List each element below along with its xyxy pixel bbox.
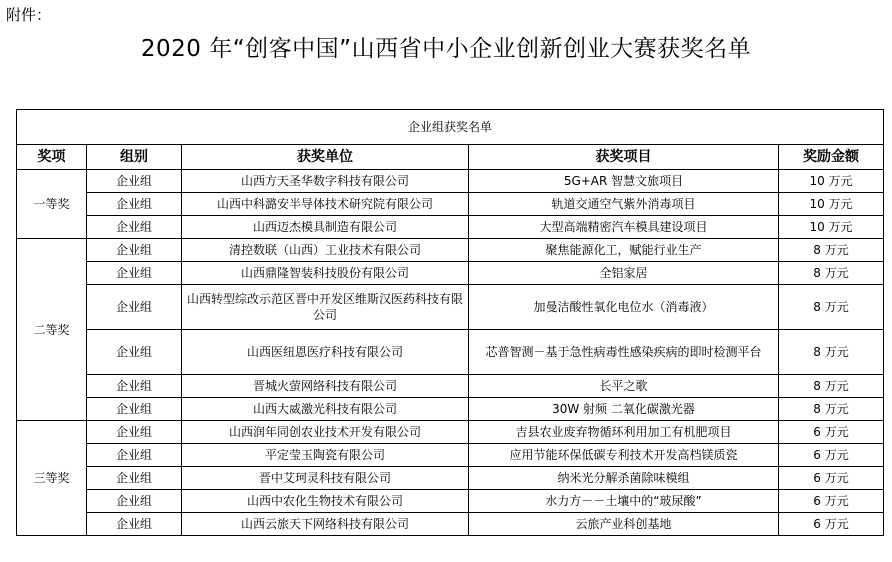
- group-cell: 企业组: [87, 216, 182, 239]
- awards-table: [16, 109, 884, 536]
- company-cell: 山西迈杰模具制造有限公司: [182, 216, 469, 239]
- amount-cell: 6 万元: [779, 490, 884, 513]
- company-cell: 山西润年同创农业技术开发有限公司: [182, 421, 469, 444]
- project-cell: 芯普智测－基于急性病毒性感染疾病的即时检测平台: [469, 330, 779, 375]
- project-cell: 聚焦能源化工，赋能行业生产: [469, 239, 779, 262]
- company-cell: 山西医纽恩医疗科技有限公司: [182, 330, 469, 375]
- company-cell: 晋城火萤网络科技有限公司: [182, 375, 469, 398]
- amount-cell: 8 万元: [779, 239, 884, 262]
- header-award: 奖项: [17, 145, 87, 170]
- company-cell: 山西中农化生物技术有限公司: [182, 490, 469, 513]
- project-cell: 吉县农业废弃物循环利用加工有机肥项目: [469, 421, 779, 444]
- group-cell: 企业组: [87, 467, 182, 490]
- group-cell: 企业组: [87, 285, 182, 330]
- table-row: [17, 239, 884, 262]
- amount-cell: 8 万元: [779, 262, 884, 285]
- project-cell: 应用节能环保低碳专利技术开发高档镁质瓷: [469, 444, 779, 467]
- company-cell: 平定莹玉陶瓷有限公司: [182, 444, 469, 467]
- group-cell: 企业组: [87, 239, 182, 262]
- table-row: [17, 330, 884, 375]
- company-cell: 山西转型综改示范区晋中开发区维斯汉医药科技有限公司: [182, 285, 469, 330]
- amount-cell: 8 万元: [779, 398, 884, 421]
- group-cell: 企业组: [87, 375, 182, 398]
- project-cell: 长平之歌: [469, 375, 779, 398]
- amount-cell: 8 万元: [779, 375, 884, 398]
- project-cell: 30W 射频 二氧化碳激光器: [469, 398, 779, 421]
- table-row: [17, 421, 884, 444]
- project-cell: 云旅产业科创基地: [469, 513, 779, 536]
- company-cell: 晋中艾珂灵科技有限公司: [182, 467, 469, 490]
- award-level-cell: 二等奖: [17, 239, 87, 421]
- group-cell: 企业组: [87, 398, 182, 421]
- table-row: [17, 467, 884, 490]
- company-cell: 山西中科潞安半导体技术研究院有限公司: [182, 193, 469, 216]
- award-level-cell: 一等奖: [17, 170, 87, 239]
- amount-cell: 6 万元: [779, 467, 884, 490]
- company-cell: 清控数联（山西）工业技术有限公司: [182, 239, 469, 262]
- document-title: 2020 年“创客中国”山西省中小企业创新创业大赛获奖名单: [140, 36, 752, 62]
- company-cell: 山西云旅天下网络科技有限公司: [182, 513, 469, 536]
- amount-cell: 10 万元: [779, 216, 884, 239]
- project-cell: 全铝家居: [469, 262, 779, 285]
- table-row: [17, 285, 884, 330]
- group-cell: 企业组: [87, 490, 182, 513]
- group-cell: 企业组: [87, 421, 182, 444]
- amount-cell: 8 万元: [779, 285, 884, 330]
- table-row: [17, 398, 884, 421]
- table-row: [17, 375, 884, 398]
- table-row: [17, 193, 884, 216]
- header-group: 组别: [87, 145, 182, 170]
- table-caption: 企业组获奖名单: [17, 110, 884, 145]
- table-row: [17, 170, 884, 193]
- amount-cell: 8 万元: [779, 330, 884, 375]
- project-cell: 纳米光分解杀菌除味模组: [469, 467, 779, 490]
- table-caption-row: [17, 110, 884, 145]
- project-cell: 大型高端精密汽车模具建设项目: [469, 216, 779, 239]
- project-cell: 5G+AR 智慧文旅项目: [469, 170, 779, 193]
- header-unit: 获奖单位: [182, 145, 469, 170]
- amount-cell: 6 万元: [779, 513, 884, 536]
- amount-cell: 6 万元: [779, 444, 884, 467]
- group-cell: 企业组: [87, 444, 182, 467]
- group-cell: 企业组: [87, 513, 182, 536]
- company-cell: 山西鼎隆智装科技股份有限公司: [182, 262, 469, 285]
- amount-cell: 10 万元: [779, 193, 884, 216]
- project-cell: 水力方－－土壤中的“玻尿酸”: [469, 490, 779, 513]
- amount-cell: 10 万元: [779, 170, 884, 193]
- group-cell: 企业组: [87, 330, 182, 375]
- award-level-cell: 三等奖: [17, 421, 87, 536]
- table-row: [17, 513, 884, 536]
- table-row: [17, 490, 884, 513]
- group-cell: 企业组: [87, 170, 182, 193]
- company-cell: 山西方天圣华数字科技有限公司: [182, 170, 469, 193]
- table-header-row: [17, 145, 884, 170]
- project-cell: 轨道交通空气紫外消毒项目: [469, 193, 779, 216]
- header-amount: 奖励金额: [779, 145, 884, 170]
- group-cell: 企业组: [87, 193, 182, 216]
- header-project: 获奖项目: [469, 145, 779, 170]
- table-row: [17, 444, 884, 467]
- attachment-label: 附件：: [6, 6, 52, 24]
- project-cell: 加曼洁酸性氧化电位水（消毒液）: [469, 285, 779, 330]
- group-cell: 企业组: [87, 262, 182, 285]
- company-cell: 山西大威激光科技有限公司: [182, 398, 469, 421]
- table-row: [17, 262, 884, 285]
- amount-cell: 6 万元: [779, 421, 884, 444]
- table-row: [17, 216, 884, 239]
